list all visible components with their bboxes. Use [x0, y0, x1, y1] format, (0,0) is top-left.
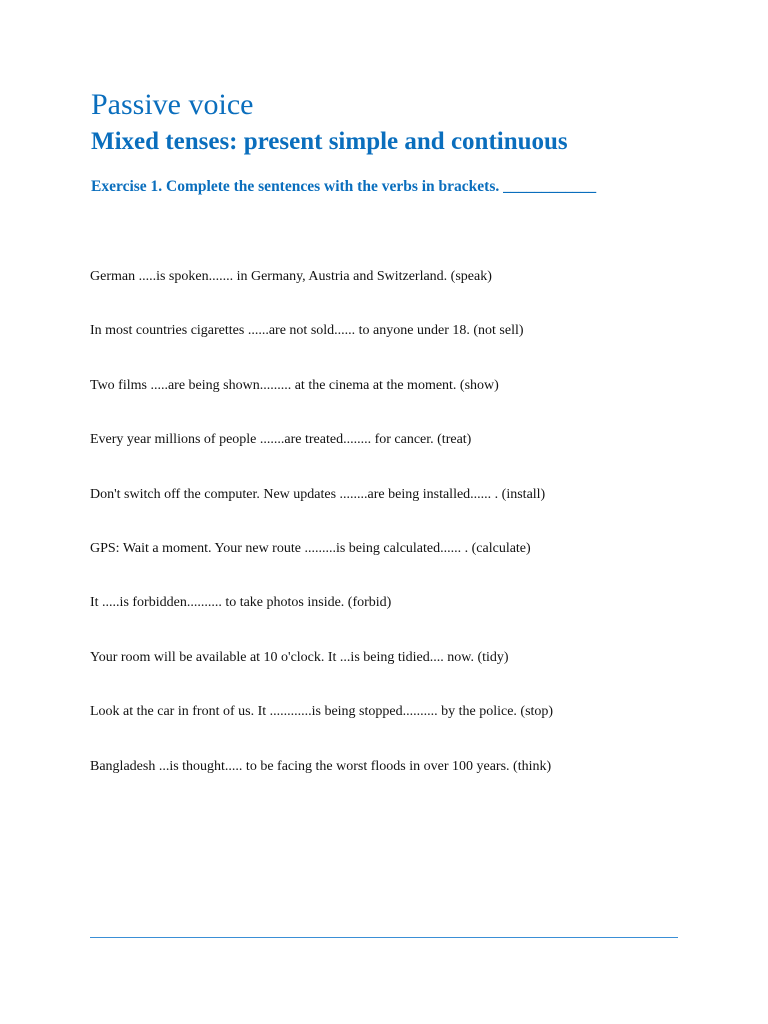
sentence-item: It .....is forbidden.......... to take photos inside. (forbid)	[90, 595, 392, 611]
sentence-list	[90, 267, 553, 811]
sentence-item: In most countries cigarettes ......are not sold...... to anyone under 18. (not sell)	[90, 323, 524, 339]
sentence-item: Every year millions of people .......are treated........ for cancer. (treat)	[90, 432, 472, 448]
sentence-item: Bangladesh ...is thought..... to be facing the worst floods in over 100 years. (think)	[90, 758, 552, 774]
sentence-item: Two films .....are being shown......... at the cinema at the moment. (show)	[90, 377, 499, 393]
exercise-instruction: Exercise 1. Complete the sentences with the verbs in brackets. ____________	[91, 178, 597, 195]
sentence-item: Don't switch off the computer. New updates ........are being installed...... . (install)	[90, 486, 546, 502]
sentence-item: German .....is spoken....... in Germany, Austria and Switzerland. (speak)	[90, 269, 492, 284]
sentence-item: Your room will be available at 10 o'clock. It ...is being tidied.... now. (tidy)	[90, 649, 509, 665]
footer-divider	[90, 937, 678, 938]
sentence-item: Look at the car in front of us. It ............is being stopped.......... by the police. (stop)	[90, 704, 554, 720]
page-title: Passive voice	[91, 88, 254, 121]
sentence-item: GPS: Wait a moment. Your new route .........is being calculated...... . (calculate)	[90, 540, 531, 556]
page-subtitle: Mixed tenses: present simple and continuous	[91, 128, 568, 155]
